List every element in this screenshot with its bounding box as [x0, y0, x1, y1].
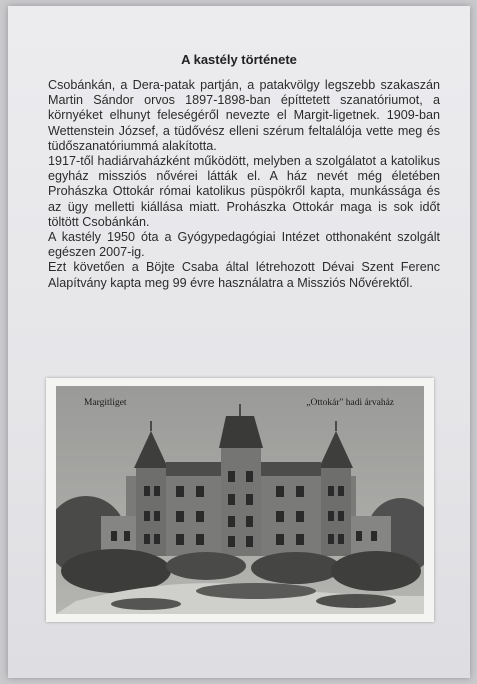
paragraph-3: A kastély 1950 óta a Gyógypedagógiai Intézet otthonaként szolgált egészen 2007-ig. [48, 230, 440, 260]
paragraph-4: Ezt követően a Böjte Csaba által létrehozott Dévai Szent Ferenc Alapítvány kapta meg 99 évre használatra a Missziós Nővérektől. [48, 260, 440, 290]
book-page [8, 6, 470, 678]
page-title: A kastély története [181, 52, 297, 67]
castle-photo [56, 386, 424, 614]
history-text [48, 78, 440, 291]
photo-caption-right: „Ottokár" hadi árvaház [306, 398, 394, 408]
paragraph-1: Csobánkán, a Dera-patak partján, a patakvölgy legszebb szakaszán Martin Sándor orvos 1897-1898-ban építtetett szanatóriumot, a környéket elhunyt feleségéről nevezte el Margit-ligetnek. 1909-ban Wettenstein József, a tüdővész elleni szérum feltalálója vette meg és tüdőszanatóriummá alakította. [48, 78, 440, 153]
castle-illustration [56, 386, 424, 614]
paragraph-2: 1917-től hadiárvaházként működött, melyben a szolgálatot a katolikus egyház missziós nővérei látták el. A ház nevét még életében Prohászka Ottokár római katolikus püspökről kapta, munkássága és az ügy melletti kiállása miatt. Prohászka Ottokár maga is sok időt töltött Csobánkán. [48, 154, 440, 229]
photo-caption-left: Margitliget [84, 398, 127, 408]
postcard-frame [46, 378, 434, 622]
